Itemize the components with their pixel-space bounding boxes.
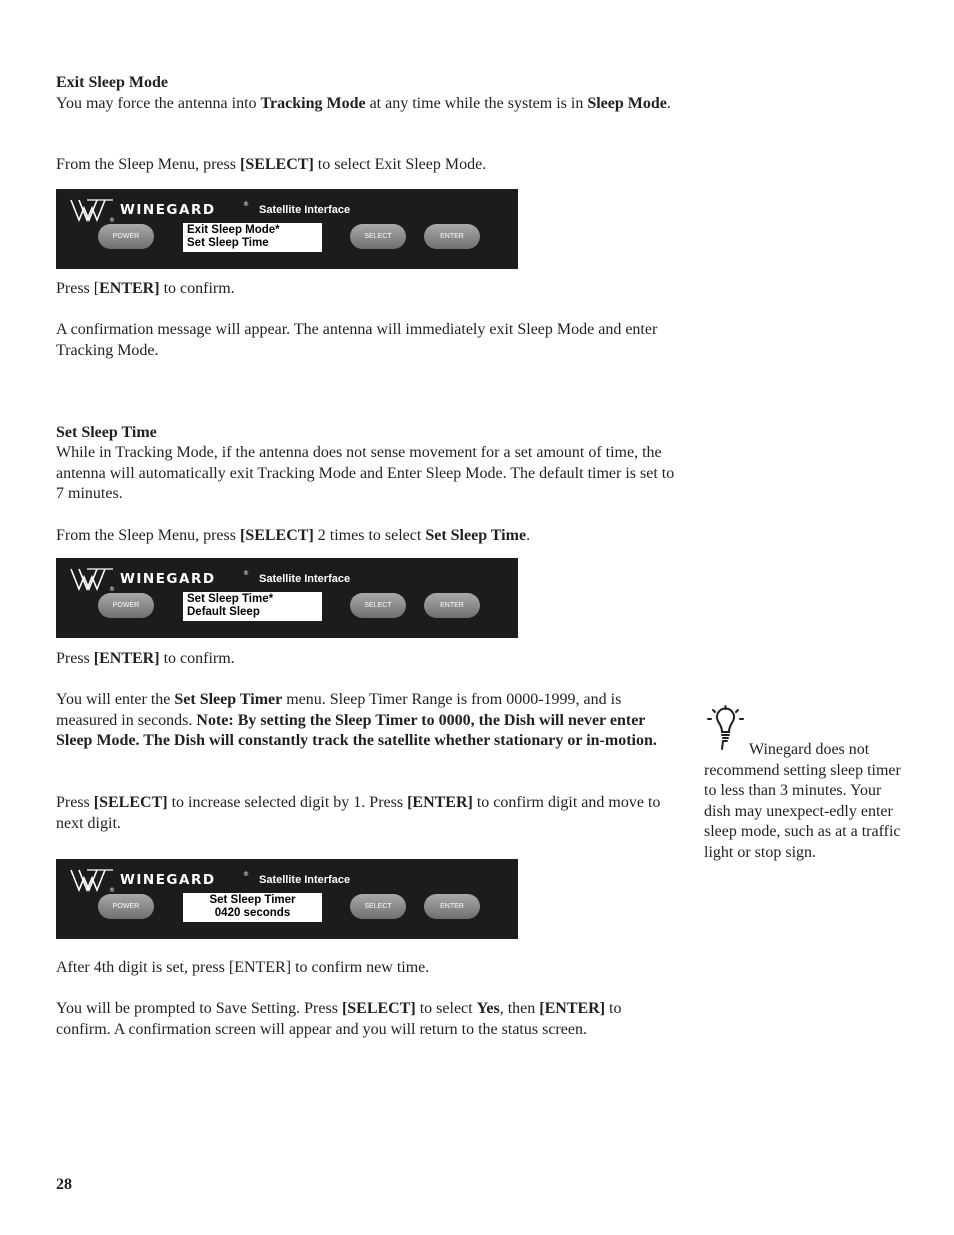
exit-sleep-mode-heading: Exit Sleep Mode (56, 74, 168, 91)
bold-text-run: [SELECT] (93, 794, 168, 811)
text-run: to confirm. A confirmation screen will appear and you will return to the status screen. (56, 1000, 622, 1038)
lcd-line-2: 0420 seconds (214, 907, 291, 919)
press-enter-confirm-paragraph (56, 279, 686, 300)
lcd-line-1: Set Sleep Timer (209, 894, 296, 906)
panel-subtitle: Satellite Interface (259, 573, 351, 585)
satellite-interface-panel-set-sleep (56, 558, 518, 638)
text-run: 2 times to select (313, 527, 426, 544)
bold-text-run: [ENTER] (539, 1000, 606, 1017)
text-run: to confirm. (159, 650, 235, 667)
enter-button[interactable]: ENTER (424, 224, 480, 249)
text-run: to increase selected digit by 1. Press (167, 794, 408, 811)
select-button[interactable]: SELECT (350, 593, 406, 618)
text-run: , then (499, 1000, 540, 1017)
enter-button[interactable]: ENTER (424, 593, 480, 618)
text-run: From the Sleep Menu, press (56, 527, 240, 544)
text-run: You will be prompted to Save Setting. Press (56, 1000, 342, 1017)
bold-text-run: ENTER] (99, 280, 160, 297)
bold-text-run: [ENTER] (407, 794, 473, 811)
bold-text-run: Note: By setting the Sleep Timer to 0000, the Dish will never enter Sleep Mode. The Dish will constantly track the satellite whether stationary or in-motion. (56, 711, 657, 750)
lcd-line-1: Exit Sleep Mode* (187, 224, 280, 236)
set-sleep-time-heading: Set Sleep Time (56, 424, 157, 441)
page-number: 28 (56, 1176, 72, 1193)
sleep-timer-menu-paragraph (56, 690, 671, 752)
text-run: Press [ (56, 280, 100, 297)
brand-name: WINEGARD (120, 571, 216, 587)
text-run: Press (56, 794, 94, 811)
logo-registered-mark: ® (109, 217, 115, 224)
lcd-display (183, 893, 322, 922)
select-sleep-time-instruction (56, 526, 686, 547)
logo-registered-mark: ® (109, 887, 115, 894)
text-run: You will enter the (56, 691, 175, 708)
bold-text-run: [SELECT] (239, 527, 314, 544)
text-run: at any time while the system is in (365, 95, 588, 112)
text-run: Press (56, 650, 94, 667)
digit-instruction-paragraph (56, 793, 671, 834)
brand-registered-mark: ® (243, 201, 249, 208)
winegard-logo-icon (70, 868, 114, 892)
bold-text-run: Tracking Mode (260, 95, 366, 112)
exit-instruction-paragraph (56, 155, 686, 176)
text-run: From the Sleep Menu, press (56, 156, 240, 173)
bold-text-run: Set Sleep Time (425, 527, 527, 544)
text-run: to confirm digit and move to next digit. (56, 794, 661, 832)
logo-registered-mark: ® (109, 586, 115, 593)
lcd-line-2: Set Sleep Time (187, 237, 269, 249)
satellite-interface-panel-exit (56, 189, 518, 269)
select-button[interactable]: SELECT (350, 224, 406, 249)
satellite-interface-panel-timer (56, 859, 518, 939)
enter-button[interactable]: ENTER (424, 894, 480, 919)
tip-text: Winegard does not recommend setting sleep timer to less than 3 minutes. Your dish may unexpect-edly enter sleep mode, such as at a traffic light or stop sign. (704, 741, 901, 861)
text-run: to confirm. (159, 280, 235, 297)
panel-subtitle: Satellite Interface (259, 204, 351, 216)
brand-name: WINEGARD (120, 872, 216, 888)
text-run: You may force the antenna into (56, 95, 261, 112)
brand-registered-mark: ® (243, 871, 249, 878)
winegard-logo-icon (70, 567, 114, 591)
text-run: menu. Sleep Timer Range is from 0000-1999, and is measured in seconds. (56, 691, 622, 729)
text-run: . (526, 527, 531, 544)
power-button[interactable]: POWER (98, 593, 154, 618)
power-button[interactable]: POWER (98, 894, 154, 919)
panel-subtitle: Satellite Interface (259, 874, 351, 886)
bold-text-run: Yes (476, 1000, 500, 1017)
select-button[interactable]: SELECT (350, 894, 406, 919)
confirmation-message-paragraph: A confirmation message will appear. The antenna will immediately exit Sleep Mode and enter Tracking Mode. (56, 321, 658, 359)
save-setting-paragraph (56, 999, 676, 1040)
bold-text-run: Set Sleep Timer (174, 691, 283, 708)
lcd-display (183, 223, 322, 252)
winegard-logo-icon (70, 198, 114, 222)
press-enter-confirm-paragraph-2 (56, 649, 686, 670)
power-button[interactable]: POWER (98, 224, 154, 249)
brand-name: WINEGARD (120, 202, 216, 218)
bold-text-run: [SELECT] (341, 1000, 416, 1017)
fourth-digit-paragraph: After 4th digit is set, press [ENTER] to confirm new time. (56, 959, 430, 976)
lcd-display (183, 592, 322, 621)
lcd-line-1: Set Sleep Time* (187, 593, 274, 605)
text-run: . (666, 95, 671, 112)
bold-text-run: [ENTER] (93, 650, 160, 667)
sleep-time-description-paragraph: While in Tracking Mode, if the antenna does not sense movement for a set amount of time, the antenna will automatically exit Tracking Mode and Enter Sleep Mode. The default timer is set to 7 minutes. (56, 444, 675, 503)
text-run: to select (415, 1000, 477, 1017)
bold-text-run: Sleep Mode (587, 95, 667, 112)
exit-sleep-mode-paragraph (56, 94, 686, 115)
text-run: to select Exit Sleep Mode. (313, 156, 487, 173)
brand-registered-mark: ® (243, 570, 249, 577)
lcd-line-2: Default Sleep (187, 606, 260, 618)
bold-text-run: [SELECT] (239, 156, 314, 173)
